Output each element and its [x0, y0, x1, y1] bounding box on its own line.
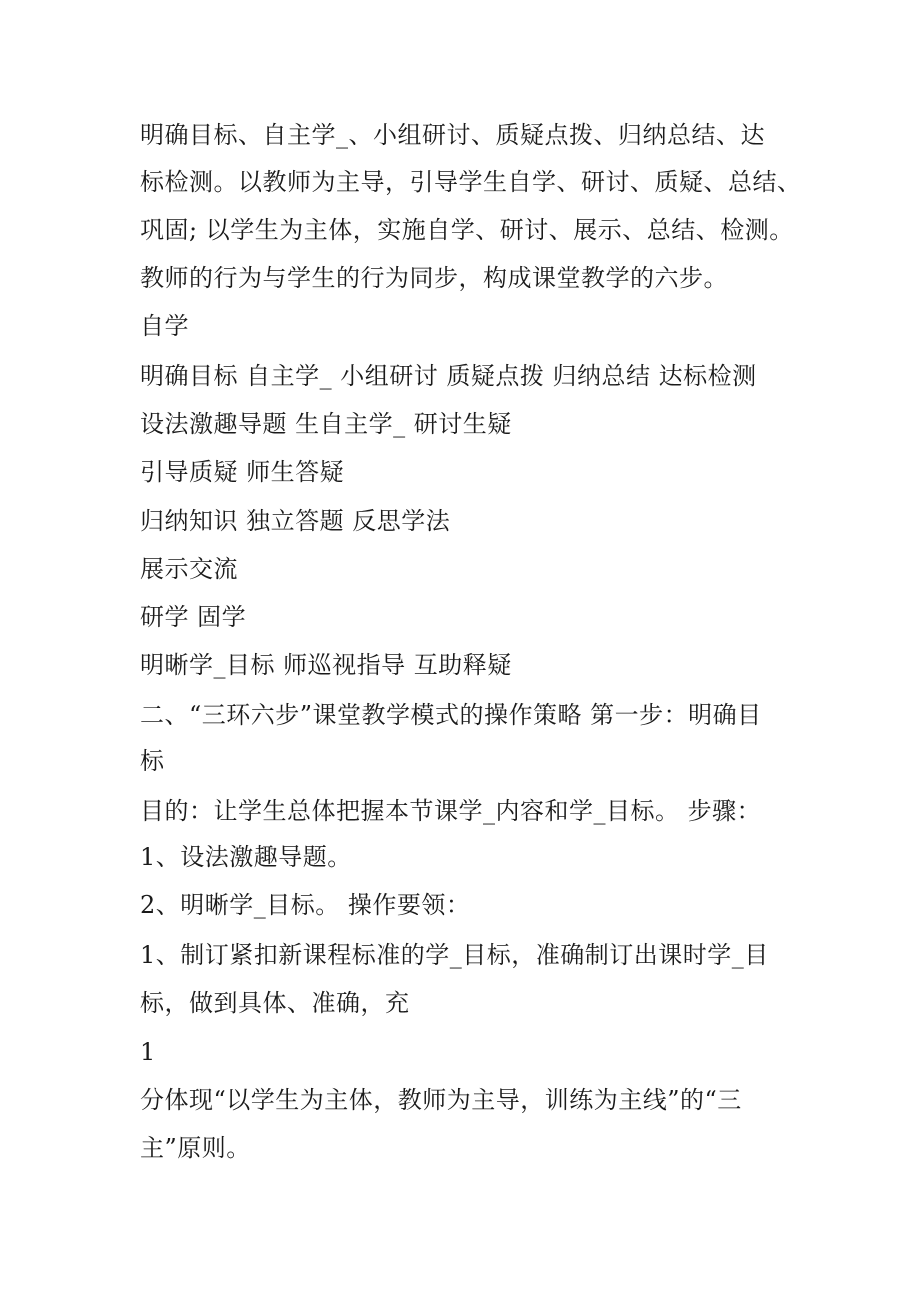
section-heading-cont: 标 — [140, 747, 165, 775]
flow-row: 设法激趣导题 生自主学_ 研讨生疑 — [140, 410, 512, 438]
paragraph-line: 主”原则。 — [140, 1134, 251, 1162]
paragraph-line: 明确目标、自主学_、小组研讨、质疑点拨、归纳总结、达 — [140, 121, 765, 149]
flow-row: 明晰学_目标 师巡视指导 互助释疑 — [140, 651, 512, 679]
flow-row: 明确目标 自主学_ 小组研讨 质疑点拨 归纳总结 达标检测 — [140, 362, 757, 390]
flow-row: 归纳知识 独立答题 反思学法 — [140, 507, 451, 535]
paragraph-line: 巩固; 以学生为主体，实施自学、研讨、展示、总结、检测。 — [140, 216, 794, 244]
flow-row: 研学 固学 — [140, 603, 247, 631]
list-item: 2、明晰学_目标。 操作要领： — [140, 891, 471, 919]
list-item-cont: 标，做到具体、准确，充 — [140, 989, 410, 1017]
list-item: 1、制订紧扣新课程标准的学_目标，准确制订出课时学_目 — [140, 941, 769, 969]
flow-row: 引导质疑 师生答疑 — [140, 458, 345, 486]
paragraph-line: 目的：让学生总体把握本节课学_内容和学_目标。 步骤： — [140, 797, 762, 825]
section-heading: 二、“三环六步”课堂教学模式的操作策略 第一步：明确目 — [140, 701, 762, 729]
paragraph-line: 标检测。以教师为主导，引导学生自学、研讨、质疑、总结、 — [140, 168, 802, 196]
paragraph-line: 分体现“以学生为主体，教师为主导，训练为主线”的“三 — [140, 1086, 742, 1114]
list-item: 1、设法激趣导题。 — [140, 843, 352, 871]
page-number: 1 — [140, 1038, 156, 1066]
flow-row: 展示交流 — [140, 555, 238, 583]
section-label: 自学 — [140, 312, 189, 340]
paragraph-line: 教师的行为与学生的行为同步，构成课堂教学的六步。 — [140, 264, 728, 292]
